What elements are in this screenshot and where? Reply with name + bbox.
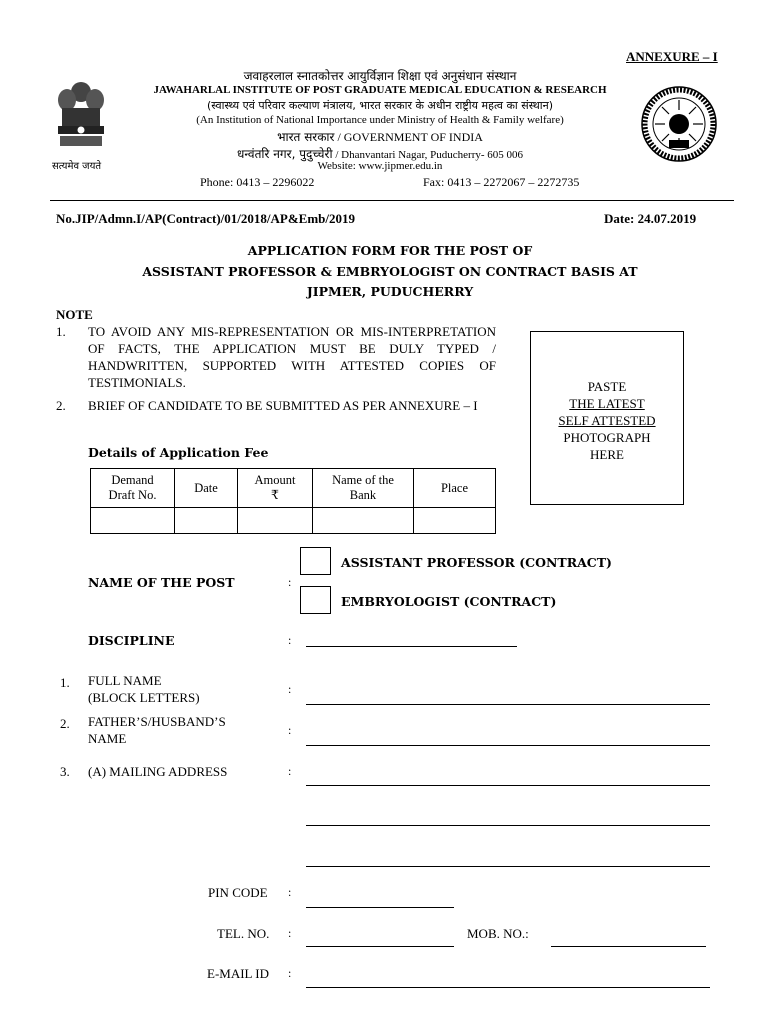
reference-number: No.JIP/Admn.I/AP(Contract)/01/2018/AP&Emb/2019: [56, 211, 355, 226]
full-name-sublabel: (BLOCK LETTERS): [88, 690, 200, 705]
father-name-sublabel: NAME: [88, 731, 127, 746]
colon: :: [288, 682, 292, 696]
father-name-label: FATHER’S/HUSBAND’S: [88, 714, 226, 729]
note-number: 1.: [56, 324, 66, 339]
form-title-line3: JIPMER, PUDUCHERRY: [306, 284, 474, 299]
pin-code-field[interactable]: [306, 907, 454, 908]
mailing-address-line-3[interactable]: [306, 866, 710, 867]
fax-number: Fax: 0413 – 2272067 – 2272735: [423, 175, 580, 189]
institute-name-hindi: जवाहरलाल स्नातकोत्तर आयुर्विज्ञान शिक्षा एवं अनुसंधान संस्थान: [243, 69, 517, 83]
post-name-label: NAME OF THE POST: [88, 575, 235, 590]
national-emblem-icon: [50, 78, 112, 150]
assistant-professor-option: ASSISTANT PROFESSOR (CONTRACT): [341, 555, 612, 570]
colon: :: [288, 723, 292, 737]
discipline-label: DISCIPLINE: [88, 633, 175, 648]
note-text: BRIEF OF CANDIDATE TO BE SUBMITTED AS PER ANNEXURE – I: [88, 398, 478, 413]
mailing-address-line-2[interactable]: [306, 825, 710, 826]
field-number: 2.: [60, 716, 70, 731]
embryologist-checkbox[interactable]: [300, 586, 331, 614]
fee-column-header: Place: [414, 469, 496, 508]
photo-instruction-line: HERE: [590, 447, 624, 462]
government-english: / GOVERNMENT OF INDIA: [334, 130, 483, 144]
colon: :: [288, 764, 292, 778]
header-divider: [50, 200, 734, 201]
jipmer-seal-icon: [641, 86, 717, 162]
fee-column-header: Name of the Bank: [313, 469, 414, 508]
bank-name-cell[interactable]: [313, 508, 414, 534]
mailing-address-label: (A) MAILING ADDRESS: [88, 764, 228, 779]
note-text: TO AVOID ANY MIS-REPRESENTATION OR MIS-INTERPRETATION OF FACTS, THE APPLICATION MUST BE DULY TYPED / HANDWRITTEN, SUPPORTED WITH ATTESTED COPIES OF TESTIMONIALS.: [88, 324, 496, 390]
fee-column-header: Demand Draft No.: [91, 469, 175, 508]
mobile-number-label: MOB. NO.:: [467, 926, 529, 941]
field-number: 1.: [60, 675, 70, 690]
fee-details-heading: Details of Application Fee: [88, 445, 269, 460]
address-english: / Dhanvantari Nagar, Puducherry- 605 006: [332, 149, 524, 161]
photo-instruction-line: PHOTOGRAPH: [563, 430, 651, 445]
photo-instruction-line: THE LATEST: [569, 396, 645, 411]
institute-status: (An Institution of National Importance under Ministry of Health & Family welfare): [196, 114, 564, 126]
discipline-field[interactable]: [306, 646, 517, 647]
email-field[interactable]: [306, 987, 710, 988]
tel-number-field[interactable]: [306, 946, 454, 947]
embryologist-option: EMBRYOLOGIST (CONTRACT): [341, 594, 557, 609]
form-title-line1: APPLICATION FORM FOR THE POST OF: [247, 243, 533, 258]
fee-amount-cell[interactable]: [238, 508, 313, 534]
mobile-number-field[interactable]: [551, 946, 706, 947]
tel-number-label: TEL. NO.: [217, 926, 270, 941]
colon: :: [288, 575, 292, 589]
colon: :: [288, 966, 292, 980]
photo-instruction-line: PASTE: [587, 379, 627, 394]
photo-instruction-line: SELF ATTESTED: [558, 413, 656, 428]
colon: :: [288, 926, 292, 940]
note-heading: NOTE: [56, 307, 93, 322]
full-name-field[interactable]: [306, 704, 710, 705]
photo-box[interactable]: [530, 331, 684, 505]
dd-number-cell[interactable]: [91, 508, 175, 534]
fee-date-cell[interactable]: [175, 508, 238, 534]
form-title-line2: ASSISTANT PROFESSOR & EMBRYOLOGIST ON CONTRACT BASIS AT: [142, 264, 638, 279]
assistant-professor-checkbox[interactable]: [300, 547, 331, 575]
field-number: 3.: [60, 764, 70, 779]
mailing-address-line-1[interactable]: [306, 785, 710, 786]
pin-code-label: PIN CODE: [208, 885, 268, 900]
note-number: 2.: [56, 398, 66, 413]
colon: :: [288, 633, 292, 647]
address-hindi: धन्वंतरि नगर, पुदुच्चेरी: [236, 147, 333, 161]
government-hindi: भारत सरकार: [277, 130, 335, 144]
institute-name: JAWAHARLAL INSTITUTE OF POST GRADUATE MEDICAL EDUCATION & RESEARCH: [153, 84, 607, 96]
website: Website: www.jipmer.edu.in: [317, 160, 443, 172]
fee-place-cell[interactable]: [414, 508, 496, 534]
father-name-field[interactable]: [306, 745, 710, 746]
reference-date: Date: 24.07.2019: [604, 211, 697, 226]
colon: :: [288, 885, 292, 899]
annexure-label: ANNEXURE – I: [626, 49, 718, 64]
email-label: E-MAIL ID: [207, 966, 269, 981]
institute-status-hindi: (स्वास्थ्य एवं परिवार कल्याण मंत्रालय, भारत सरकार के अधीन राष्ट्रीय महत्व का संस्थान): [206, 99, 554, 112]
full-name-label: FULL NAME: [88, 673, 162, 688]
fee-table: [90, 468, 496, 534]
fee-column-header: Date: [175, 469, 238, 508]
government-line: [110, 128, 650, 145]
emblem-motto: सत्यमेव जयते: [52, 161, 102, 172]
phone-number: Phone: 0413 – 2296022: [200, 175, 315, 189]
fee-column-header: Amount ₹: [238, 469, 313, 508]
